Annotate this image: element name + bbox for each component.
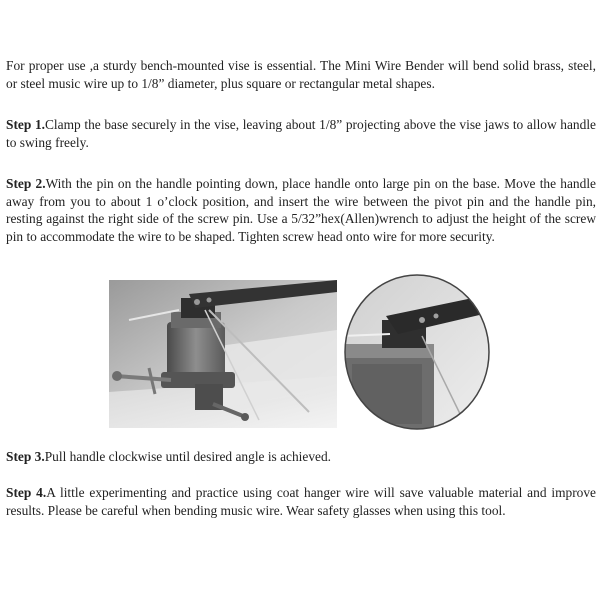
step-3-label: Step 3. xyxy=(6,449,45,464)
step-4-paragraph xyxy=(6,484,596,519)
closeup-photo-graphic xyxy=(342,272,492,432)
intro-text: For proper use ,a sturdy bench-mounted vise is essential. The Mini Wire Bender will bend solid brass, steel, or steel music wire up to 1/8” diameter, plus square or rectangular metal shapes. xyxy=(6,58,596,91)
intro-paragraph xyxy=(6,57,596,92)
step-3-paragraph xyxy=(6,448,596,466)
step-4-text: A little experimenting and practice using coat hanger wire will save valuable material and improve results. Please be careful when bending music wire. Wear safety glasses when using this tool. xyxy=(6,485,596,518)
step-1-label: Step 1. xyxy=(6,117,45,132)
step-3-text: Pull handle clockwise until desired angle is achieved. xyxy=(44,449,332,464)
vise-photo xyxy=(109,280,337,428)
step-1-text: Clamp the base securely in the vise, leaving about 1/8” projecting above the vise jaws to allow handle to swing freely. xyxy=(6,117,596,150)
vise-photo-graphic xyxy=(109,280,337,428)
step-1-paragraph xyxy=(6,116,596,151)
closeup-photo xyxy=(342,272,492,432)
step-2-paragraph xyxy=(6,175,596,245)
step-4-label: Step 4. xyxy=(6,485,47,500)
step-2-text: With the pin on the handle pointing down, place handle onto large pin on the base. Move the handle away from you to about 1 o’clock position, and insert the wire between the pivot pin and the handle pin, resting against the right side of the screw pin. Use a 5/32”hex(Allen)wrench to adjust the height of the screw pin to accommodate the wire to be shaped. Tighten screw head onto wire for more security. xyxy=(6,176,596,244)
step-2-label: Step 2. xyxy=(6,176,46,191)
